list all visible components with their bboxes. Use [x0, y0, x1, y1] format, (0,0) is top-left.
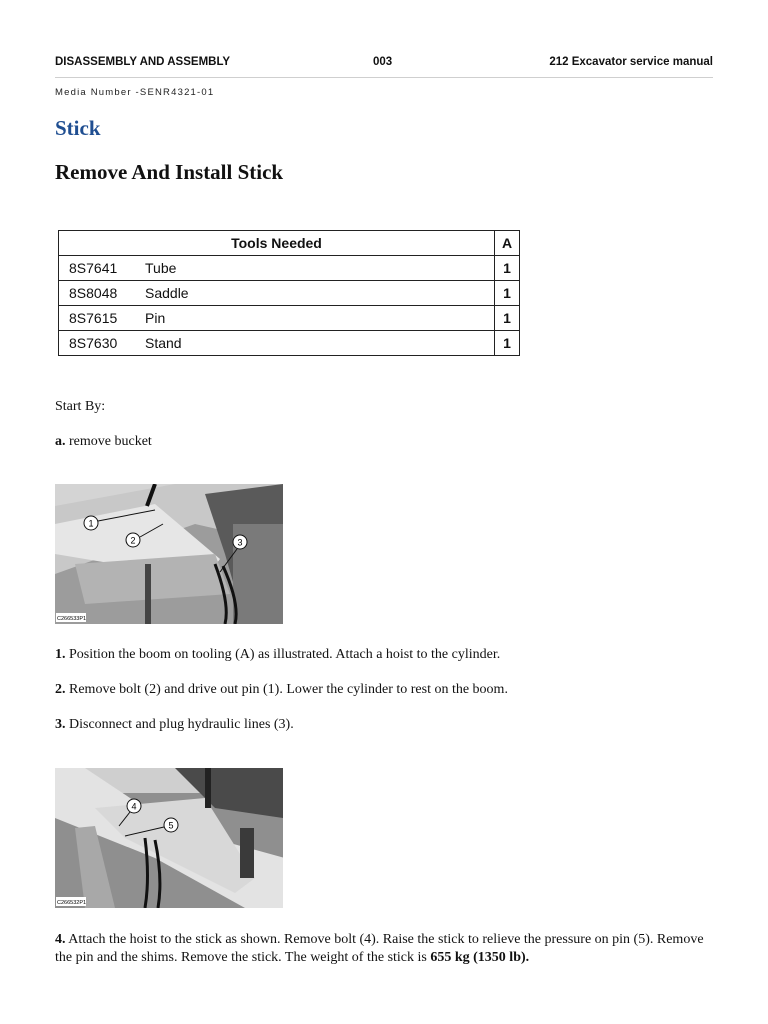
callout-3-label: 3: [237, 537, 243, 548]
start-step-a: [55, 433, 152, 451]
tools-needed-table: [58, 230, 520, 356]
start-by-label: Start By:: [55, 399, 106, 414]
callout-4-label: 4: [131, 801, 137, 812]
part-name: Pin: [145, 306, 495, 331]
part-name: Stand: [145, 331, 495, 356]
part-number: 8S7641: [59, 256, 146, 281]
step-3: [55, 716, 294, 734]
table-header-row: [59, 231, 520, 256]
step-number: 4.: [55, 932, 66, 947]
section-title: Stick: [55, 116, 101, 140]
figure-boom-cylinder-photo: [55, 484, 283, 624]
step-1: [55, 646, 500, 664]
figure-code: C266532P1: [57, 900, 87, 906]
stick-weight: 655 kg (1350 lb).: [430, 950, 530, 965]
step-4: [55, 931, 715, 967]
header-page-number: 003: [373, 56, 393, 68]
part-number: 8S7630: [59, 331, 146, 356]
step-text: Disconnect and plug hydraulic lines (3).: [69, 717, 294, 732]
callout-2-label: 2: [130, 535, 136, 546]
step-2: [55, 681, 508, 699]
media-number: Media Number -SENR4321-01: [55, 87, 215, 98]
part-qty: 1: [495, 331, 520, 356]
part-qty: 1: [495, 306, 520, 331]
part-name: Saddle: [145, 281, 495, 306]
callout-1-label: 1: [88, 518, 94, 529]
callout-5-label: 5: [168, 820, 174, 831]
qty-column-header: A: [495, 231, 520, 256]
step-text: remove bucket: [69, 434, 152, 449]
table-row: [59, 331, 520, 356]
step-label: a.: [55, 434, 66, 449]
part-name: Tube: [145, 256, 495, 281]
header-section: DISASSEMBLY AND ASSEMBLY: [55, 56, 231, 68]
step-number: 2.: [55, 682, 66, 697]
table-row: [59, 256, 520, 281]
figure-code: C266533P1: [57, 616, 87, 622]
step-text: Position the boom on tooling (A) as illustrated. Attach a hoist to the cylinder.: [69, 647, 501, 662]
tools-needed-header: Tools Needed: [59, 231, 495, 256]
part-qty: 1: [495, 281, 520, 306]
table-row: [59, 281, 520, 306]
page-title: Remove And Install Stick: [55, 160, 284, 184]
figure-stick-hoist-photo: [55, 768, 283, 908]
step-number: 3.: [55, 717, 66, 732]
part-number: 8S7615: [59, 306, 146, 331]
step-text: Attach the hoist to the stick as shown. Remove bolt (4). Raise the stick to relieve the pressure on pin (5). Remove the pin and the shims. Remove the stick. The weight of the stick is: [55, 932, 704, 965]
step-number: 1.: [55, 647, 66, 662]
step-text: Remove bolt (2) and drive out pin (1). Lower the cylinder to rest on the boom.: [69, 682, 508, 697]
part-number: 8S8048: [59, 281, 146, 306]
page-header: [55, 55, 713, 78]
table-row: [59, 306, 520, 331]
part-qty: 1: [495, 256, 520, 281]
header-manual-title: 212 Excavator service manual: [549, 56, 713, 68]
